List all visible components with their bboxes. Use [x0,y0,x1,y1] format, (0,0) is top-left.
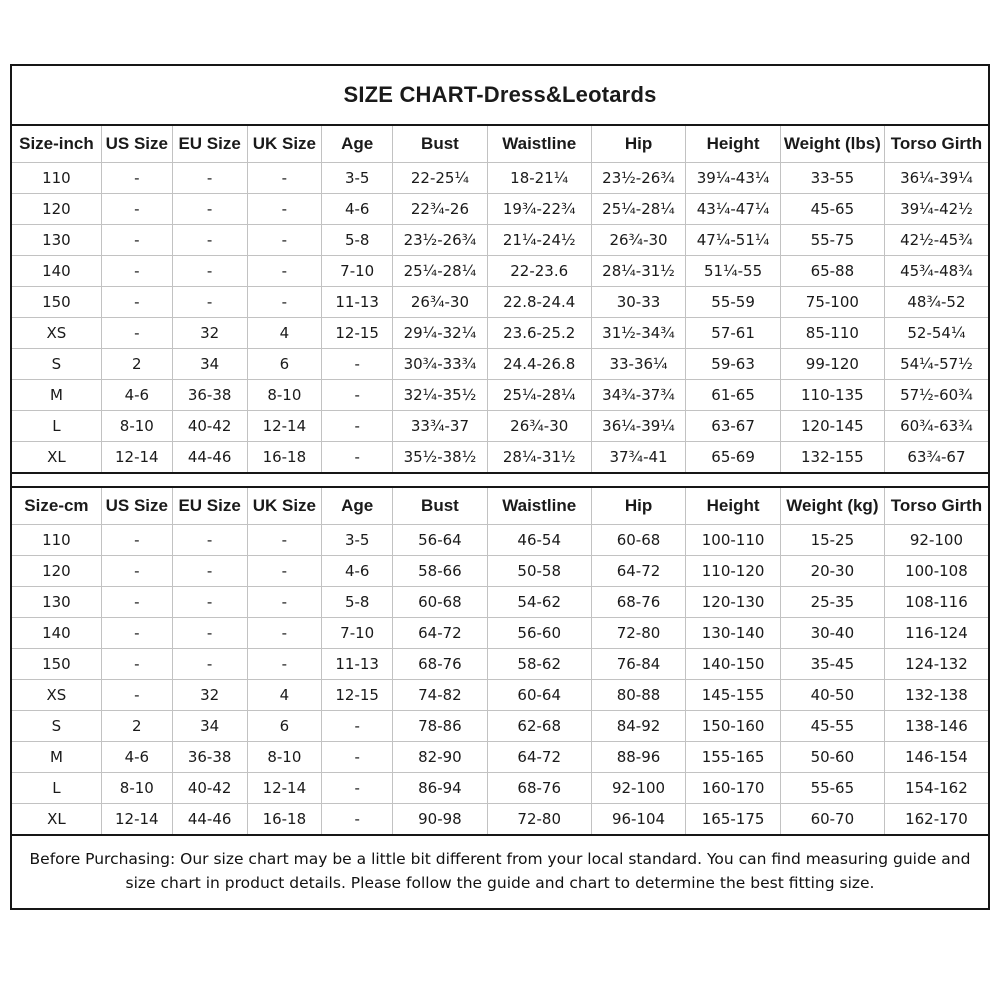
table-cell: 39¼-42½ [884,194,988,225]
table-cell: 45-65 [780,194,884,225]
header-cell-weight-lbs: Weight (lbs) [780,125,884,163]
table-row [12,742,988,773]
table-cell: 54-62 [487,587,591,618]
table-row [12,680,988,711]
table-cell: 33¾-37 [393,411,488,442]
table-row [12,442,988,474]
table-cell: 32 [172,318,247,349]
table-cell: 25¼-28¼ [591,194,686,225]
table-cell: 2 [101,711,172,742]
table-cell: - [247,287,322,318]
header-cell-size-cm: Size-cm [12,487,101,525]
header-cell-age: Age [322,125,393,163]
table-cell: 43¼-47¼ [686,194,781,225]
table-cell: 55-59 [686,287,781,318]
header-cell-uk-size: UK Size [247,487,322,525]
table-cell: - [172,556,247,587]
table-cell: 76-84 [591,649,686,680]
table-cell: 60-68 [591,525,686,556]
header-cell-torso-girth: Torso Girth [884,125,988,163]
table-cell: 2 [101,349,172,380]
table-cell: 54¼-57½ [884,349,988,380]
table-cell: 16-18 [247,442,322,474]
table-cell: 40-42 [172,773,247,804]
table-cell: - [101,287,172,318]
table-cell: 110 [12,163,101,194]
table-cell: - [322,773,393,804]
table-cell: 47¼-51¼ [686,225,781,256]
table-cell: 22-23.6 [487,256,591,287]
purchase-note: Before Purchasing: Our size chart may be a little bit different from your local standard. You can find measuring guide and size chart in product details. Please follow the guide and chart to determine the best fitting size. [29,850,971,893]
table-cell: 84-92 [591,711,686,742]
table-cell: 36-38 [172,380,247,411]
table-cell: 22.8-24.4 [487,287,591,318]
table-cell: 140 [12,256,101,287]
table-cell: - [101,194,172,225]
table-cell: - [247,556,322,587]
table-cell: 57½-60¾ [884,380,988,411]
table-cell: 11-13 [322,287,393,318]
table-cell: - [172,194,247,225]
table-cell: 82-90 [393,742,488,773]
table-cell: 50-58 [487,556,591,587]
table-cell: - [322,442,393,474]
table-cell: 7-10 [322,256,393,287]
table-cell: - [322,349,393,380]
table-cell: 32 [172,680,247,711]
table-cell: - [322,804,393,836]
table-cell: 65-88 [780,256,884,287]
table-cell: 4-6 [322,556,393,587]
table-cell: 86-94 [393,773,488,804]
table-cell: 22¾-26 [393,194,488,225]
table-cell: 42½-45¾ [884,225,988,256]
table-cell: 74-82 [393,680,488,711]
table-cell: 34 [172,711,247,742]
table-cell: 132-138 [884,680,988,711]
table-cell: 60¾-63¾ [884,411,988,442]
table-cell: 150 [12,287,101,318]
table-cell: 23½-26¾ [393,225,488,256]
table-cell: 4 [247,680,322,711]
table-cell: - [101,525,172,556]
table-cell: 6 [247,711,322,742]
table-cell: 64-72 [591,556,686,587]
table-cell: 132-155 [780,442,884,474]
table-cell: 130-140 [686,618,781,649]
table-cell: XL [12,804,101,836]
table-cell: 39¼-43¼ [686,163,781,194]
table-cell: 92-100 [884,525,988,556]
table-cell: - [172,163,247,194]
table-cell: 58-62 [487,649,591,680]
table-cell: S [12,349,101,380]
table-cell: 61-65 [686,380,781,411]
table-cell: 44-46 [172,442,247,474]
table-cell: 130 [12,587,101,618]
table-cell: 8-10 [247,742,322,773]
table-cell: 60-64 [487,680,591,711]
table-cell: 60-70 [780,804,884,836]
table-cell: 23½-26¾ [591,163,686,194]
table-cell: 4-6 [101,380,172,411]
table-cell: 3-5 [322,525,393,556]
table-cell: - [101,587,172,618]
table-cell: 8-10 [247,380,322,411]
table-cell: 55-75 [780,225,884,256]
table-cell: 40-50 [780,680,884,711]
table-row [12,194,988,225]
table-cell: 100-110 [686,525,781,556]
table-cell: - [247,587,322,618]
table-cell: 30-40 [780,618,884,649]
header-row [12,487,988,525]
table-cell: - [101,318,172,349]
size-table-cm-header [12,487,988,525]
table-cell: 110-135 [780,380,884,411]
table-cell: 11-13 [322,649,393,680]
table-cell: 19¾-22¾ [487,194,591,225]
table-cell: 30-33 [591,287,686,318]
table-cell: 34 [172,349,247,380]
table-cell: XS [12,318,101,349]
table-cell: 46-54 [487,525,591,556]
table-cell: 32¼-35½ [393,380,488,411]
table-cell: - [247,256,322,287]
table-cell: 12-15 [322,318,393,349]
table-cell: 110 [12,525,101,556]
table-cell: 4-6 [101,742,172,773]
table-cell: 23.6-25.2 [487,318,591,349]
table-cell: 30¾-33¾ [393,349,488,380]
table-cell: 155-165 [686,742,781,773]
table-cell: 140-150 [686,649,781,680]
table-cell: XL [12,442,101,474]
table-cell: 12-14 [101,442,172,474]
table-cell: - [247,525,322,556]
table-cell: 90-98 [393,804,488,836]
table-cell: 35-45 [780,649,884,680]
size-table-cm-body [12,525,988,836]
table-cell: 25¼-28¼ [487,380,591,411]
table-cell: 6 [247,349,322,380]
table-cell: - [101,618,172,649]
table-cell: 68-76 [393,649,488,680]
table-cell: 33-36¼ [591,349,686,380]
table-row [12,525,988,556]
table-cell: - [172,225,247,256]
size-table-inch-header [12,125,988,163]
table-cell: - [172,618,247,649]
table-row [12,587,988,618]
page-title: SIZE CHART-Dress&Leotards [343,82,657,107]
table-row [12,556,988,587]
table-cell: 50-60 [780,742,884,773]
table-cell: 68-76 [591,587,686,618]
table-cell: 160-170 [686,773,781,804]
table-cell: 36-38 [172,742,247,773]
table-cell: 5-8 [322,587,393,618]
header-cell-waistline: Waistline [487,487,591,525]
table-row [12,287,988,318]
table-cell: - [247,163,322,194]
table-cell: 16-18 [247,804,322,836]
table-cell: 22-25¼ [393,163,488,194]
table-cell: 57-61 [686,318,781,349]
header-cell-eu-size: EU Size [172,487,247,525]
header-cell-age: Age [322,487,393,525]
table-cell: 80-88 [591,680,686,711]
table-cell: 116-124 [884,618,988,649]
header-cell-hip: Hip [591,125,686,163]
table-cell: 56-64 [393,525,488,556]
table-cell: 150-160 [686,711,781,742]
table-cell: 72-80 [591,618,686,649]
table-cell: 40-42 [172,411,247,442]
table-cell: 65-69 [686,442,781,474]
table-cell: 35½-38½ [393,442,488,474]
table-cell: 140 [12,618,101,649]
table-cell: 146-154 [884,742,988,773]
table-cell: 28¼-31½ [487,442,591,474]
table-cell: 33-55 [780,163,884,194]
table-cell: 162-170 [884,804,988,836]
header-cell-height: Height [686,487,781,525]
table-cell: 26¾-30 [393,287,488,318]
table-cell: 55-65 [780,773,884,804]
table-row [12,380,988,411]
table-cell: 64-72 [487,742,591,773]
table-cell: - [101,225,172,256]
table-cell: - [172,649,247,680]
table-row [12,711,988,742]
header-cell-hip: Hip [591,487,686,525]
table-cell: 20-30 [780,556,884,587]
table-cell: - [172,287,247,318]
table-cell: 37¾-41 [591,442,686,474]
size-table-inch-body [12,163,988,474]
table-cell: 34¾-37¾ [591,380,686,411]
header-cell-us-size: US Size [101,487,172,525]
table-row [12,649,988,680]
table-row [12,163,988,194]
table-cell: 68-76 [487,773,591,804]
table-cell: 85-110 [780,318,884,349]
table-cell: 56-60 [487,618,591,649]
table-cell: - [101,556,172,587]
table-cell: - [247,194,322,225]
table-cell: 24.4-26.8 [487,349,591,380]
table-row [12,349,988,380]
table-cell: - [172,587,247,618]
header-cell-bust: Bust [393,125,488,163]
header-cell-torso-girth: Torso Girth [884,487,988,525]
table-row [12,411,988,442]
table-cell: 62-68 [487,711,591,742]
table-cell: 88-96 [591,742,686,773]
table-cell: M [12,380,101,411]
table-cell: 154-162 [884,773,988,804]
table-cell: 44-46 [172,804,247,836]
header-cell-waistline: Waistline [487,125,591,163]
table-cell: 99-120 [780,349,884,380]
table-row [12,618,988,649]
table-cell: 28¼-31½ [591,256,686,287]
table-cell: 36¼-39¼ [884,163,988,194]
header-cell-us-size: US Size [101,125,172,163]
table-cell: 36¼-39¼ [591,411,686,442]
table-cell: 18-21¼ [487,163,591,194]
table-row [12,804,988,836]
table-cell: 31½-34¾ [591,318,686,349]
table-cell: - [322,742,393,773]
table-cell: 78-86 [393,711,488,742]
header-cell-size-inch: Size-inch [12,125,101,163]
table-cell: 26¾-30 [487,411,591,442]
table-cell: 124-132 [884,649,988,680]
table-cell: 110-120 [686,556,781,587]
table-cell: - [101,256,172,287]
table-cell: 8-10 [101,773,172,804]
table-cell: 59-63 [686,349,781,380]
table-cell: - [322,711,393,742]
table-cell: 7-10 [322,618,393,649]
size-chart-container [10,64,990,910]
table-cell: M [12,742,101,773]
table-cell: - [172,525,247,556]
table-cell: - [322,411,393,442]
table-cell: 120 [12,194,101,225]
table-cell: 25¼-28¼ [393,256,488,287]
table-cell: 165-175 [686,804,781,836]
header-cell-weight-kg: Weight (kg) [780,487,884,525]
table-cell: - [101,163,172,194]
table-cell: - [101,649,172,680]
table-cell: 60-68 [393,587,488,618]
table-cell: 64-72 [393,618,488,649]
table-cell: 12-15 [322,680,393,711]
table-cell: 12-14 [247,773,322,804]
table-cell: 29¼-32¼ [393,318,488,349]
table-cell: 120-145 [780,411,884,442]
table-cell: 108-116 [884,587,988,618]
table-cell: 63-67 [686,411,781,442]
table-cell: 145-155 [686,680,781,711]
table-row [12,256,988,287]
table-cell: - [247,618,322,649]
size-table-inch [12,124,988,474]
table-cell: 26¾-30 [591,225,686,256]
table-cell: 96-104 [591,804,686,836]
table-cell: 45¾-48¾ [884,256,988,287]
table-cell: 5-8 [322,225,393,256]
table-cell: L [12,411,101,442]
table-cell: XS [12,680,101,711]
table-cell: 51¼-55 [686,256,781,287]
table-cell: S [12,711,101,742]
header-cell-eu-size: EU Size [172,125,247,163]
table-row [12,225,988,256]
table-cell: 63¾-67 [884,442,988,474]
table-cell: 21¼-24½ [487,225,591,256]
table-cell: 75-100 [780,287,884,318]
table-cell: 100-108 [884,556,988,587]
table-cell: 150 [12,649,101,680]
table-cell: - [247,649,322,680]
table-cell: 52-54¼ [884,318,988,349]
table-cell: L [12,773,101,804]
table-cell: 3-5 [322,163,393,194]
table-row [12,773,988,804]
table-cell: - [247,225,322,256]
table-cell: - [172,256,247,287]
table-cell: 120 [12,556,101,587]
header-cell-height: Height [686,125,781,163]
table-cell: - [322,380,393,411]
table-cell: 12-14 [247,411,322,442]
header-cell-uk-size: UK Size [247,125,322,163]
header-row [12,125,988,163]
title-bar [12,66,988,124]
table-cell: - [101,680,172,711]
table-cell: 25-35 [780,587,884,618]
table-cell: 45-55 [780,711,884,742]
table-cell: 130 [12,225,101,256]
table-cell: 138-146 [884,711,988,742]
table-cell: 4-6 [322,194,393,225]
table-cell: 58-66 [393,556,488,587]
size-table-cm [12,486,988,836]
table-cell: 12-14 [101,804,172,836]
header-cell-bust: Bust [393,487,488,525]
table-cell: 120-130 [686,587,781,618]
table-cell: 15-25 [780,525,884,556]
table-cell: 92-100 [591,773,686,804]
table-gap [12,474,988,486]
table-cell: 48¾-52 [884,287,988,318]
table-row [12,318,988,349]
table-cell: 4 [247,318,322,349]
table-cell: 8-10 [101,411,172,442]
table-cell: 72-80 [487,804,591,836]
